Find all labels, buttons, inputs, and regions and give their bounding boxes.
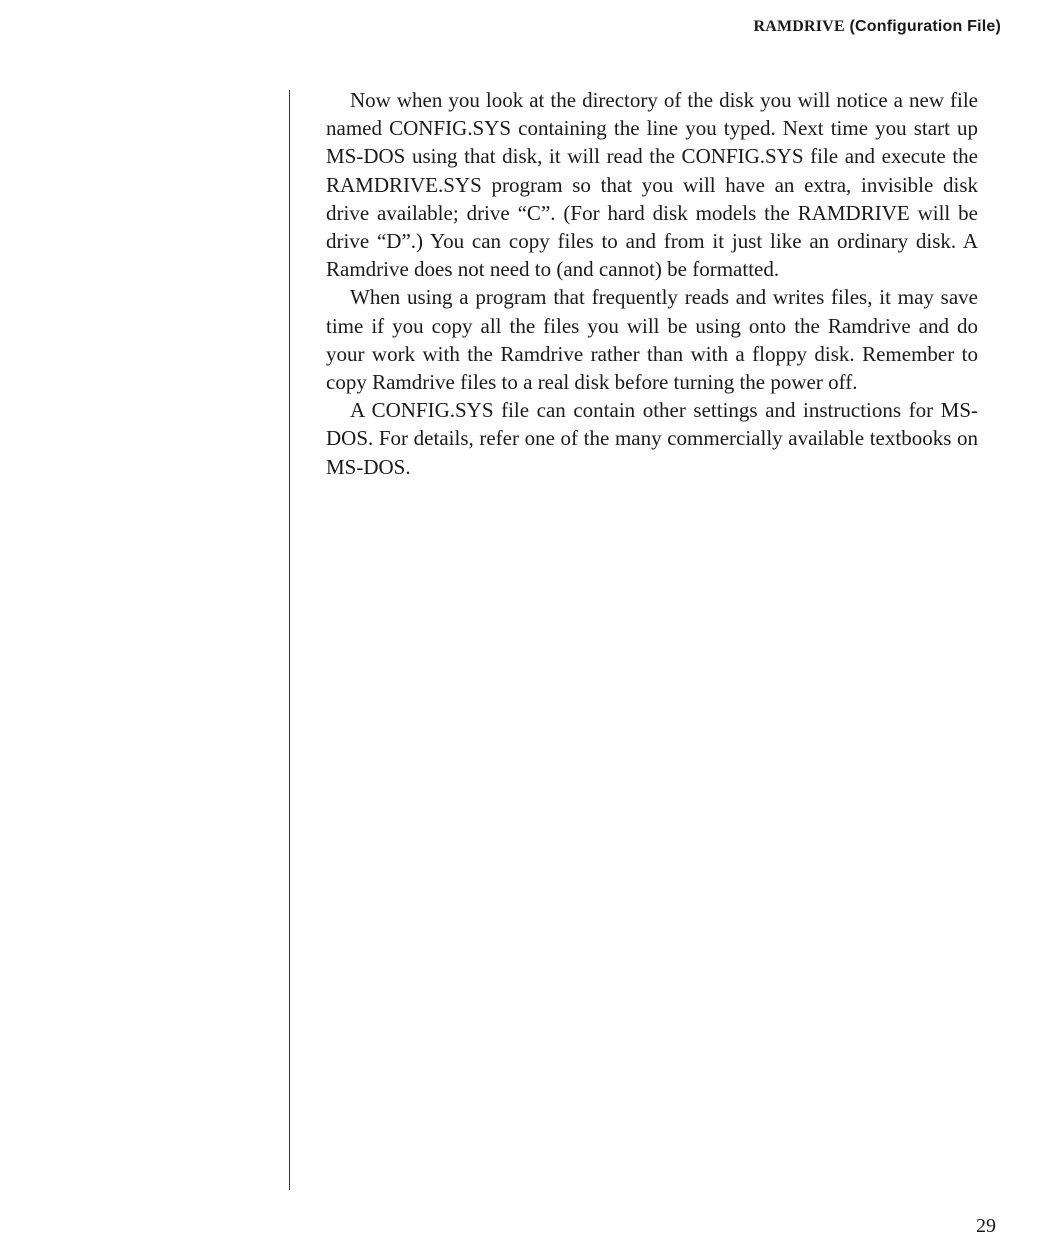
body-text: [326, 86, 978, 481]
running-head-subtitle: (Configuration File): [849, 18, 1001, 35]
paragraph-ramdrive-usage: When using a program that frequently reads and writes files, it may save time if you copy all the files you will be using onto the Ramdrive and do your work with the Ramdrive rather than with a floppy disk. Remember to copy Ramdrive files to a real disk before turning the power off.: [326, 285, 978, 395]
running-head-section: RAMDRIVE: [753, 18, 845, 35]
page-number: 29: [976, 1215, 996, 1237]
margin-rule: [289, 90, 290, 1190]
running-head: [753, 18, 1001, 36]
paragraph-config-sys: Now when you look at the directory of the disk you will notice a new file named CONFIG.SYS containing the line you typed. Next time you start up MS-DOS using that disk, it will read the CONFIG.SYS file and execute the RAMDRIVE.SYS program so that you will have an extra, invisible disk drive available; drive “C”. (For hard disk models the RAMDRIVE will be drive “D”.) You can copy files to and from it just like an ordinary disk. A Ramdrive does not need to (and cannot) be formatted.: [326, 88, 978, 282]
paragraph-config-settings: A CONFIG.SYS file can contain other settings and instructions for MS-DOS. For details, refer one of the many commercially available textbooks on MS-DOS.: [326, 398, 978, 479]
